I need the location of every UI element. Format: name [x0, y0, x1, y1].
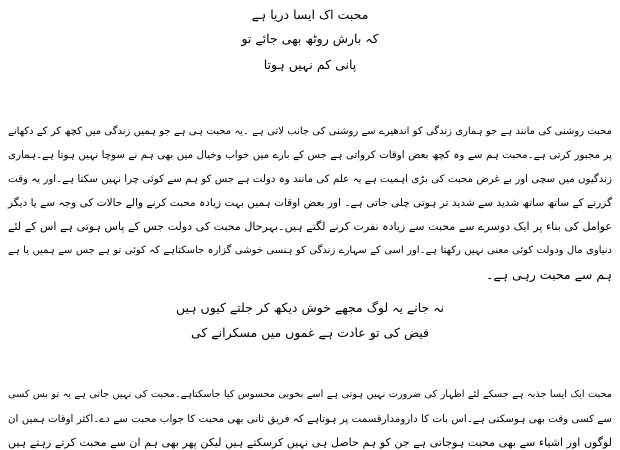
couplet-line-2: فیض کی تو عادت ہے غموں میں مسکرانے کی [190, 325, 430, 340]
paragraph1-line-6: دنیاوی مال ودولت کوئی معنی نہیں رکھتا ہے۔اور اسی کے سہارے زندگی کو ہنسی خوشی گزارہ جاسکتاہے کہ کوئی تو ہے جس سے ہمیں یا ہے [8, 245, 612, 256]
paragraph1-line-3: زندگیوں میں سچی اور بے غرض محبت کی بڑی اہمیت ہے یہ علم کی مانند وہ دولت ہے جس کو ہم سے کوئی چرا نہیں سکتا ہے۔اور یہ وقت [8, 173, 612, 185]
poem-line-1: محبت اک ایسا دریا ہے [251, 7, 369, 22]
paragraph1-line-7: ہم سے محبت رہی ہے۔ [486, 267, 612, 282]
paragraph1-line-4: گزرنے کے ساتھ ساتھ شدید سے شدید تر ہوتی چلی جاتی ہے۔ اور بعض اوقات ہمیں بہت زیادہ محبت کرنے والے حالات کی وجہ سے یا دیگر [8, 197, 612, 209]
paragraph1-line-2: پر مجبور کرتی ہے۔محبت ہم سے وہ کچھ بعض اوقات کرواتی ہے جس کے بارے میں خواب وخیال میں بھی ہم نے سوچا نہیں ہوتا ہے۔ہماری [8, 149, 612, 161]
couplet-line-1: نہ جانے یہ لوگ مجھے خوش دیکھ کر جلتے کیوں ہیں [175, 300, 445, 315]
poem-line-3: پانی کم نہیں ہوتا [263, 57, 357, 72]
paragraph1-line-1: محبت روشنی کی مانند ہے جو ہماری زندگی کو اندھیرے سے روشنی کی جانب لاتی ہے ۔یہ محبت ہی ہے جو ہمیں زندگی میں کچھ کر کے دکھانے [8, 126, 612, 137]
poem-line-2: کہ بارش روٹھ بھی جائے تو [241, 31, 379, 46]
paragraph2-line-3: لوگوں اور اشیاء سے بھی محبت ہوجاتی ہے جن کو ہم حاصل ہی نہیں کرسکتے ہیں لیکن پھر بھی ہم ان سے محبت کرتے رہتے ہیں [8, 436, 612, 449]
paragraph2-line-1: محبت ایک ایسا جذبہ ہے جسکے لئے اظہار کی ضرورت نہیں ہوتی ہے اسے بخوبی محسوس کیا جاسکتاہے۔محبت کی نہیں جاتی ہے یہ تو بس کسی [8, 389, 612, 400]
paragraph2-line-2: سے کسی وقت بھی ہوسکتی ہے۔اس بات کا دارومدارقسمت پر ہوتاہے کہ فریق ثانی بھی محبت کا جواب محبت سے دے۔اکثر اوقات ہمیں ان [8, 413, 612, 425]
paragraph1-line-5: عوامل کی بناء پر ایک دوسرے سے محبت سے زیادہ نفرت کرنے لگتے ہیں۔بہرحال محبت کی دولت جس کے پاس ہوتی ہے اس کے لئے [8, 220, 612, 233]
